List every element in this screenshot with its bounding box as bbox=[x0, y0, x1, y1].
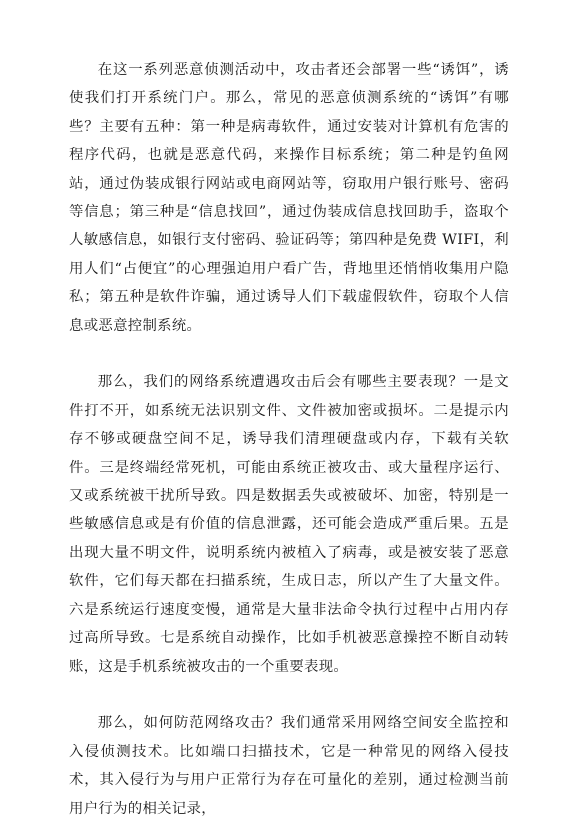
paragraph-attack-symptoms: 那么，我们的网络系统遭遇攻击后会有哪些主要表现？一是文件打不开，如系统无法识别文件、文件被加密或损坏。二是提示内存不够或硬盘空间不足，诱导我们清理硬盘或内存，下载有关软件。三是终端经常死机，可能由系统正被攻击、或大量程序运行、又或系统被干扰所导致。四是数据丢失或被破坏、加密，特别是一些敏感信息或是有价值的信息泄露，还可能会造成严重后果。五是出现大量不明文件，说明系统内被植入了病毒，或是被安装了恶意软件，它们每天都在扫描系统，生成日志，所以产生了大量文件。六是系统运行速度变慢，通常是大量非法命令执行过程中占用内存过高所导致。七是系统自动操作，比如手机被恶意操控不断自动转账，这是手机系统被攻击的一个重要表现。 bbox=[69, 374, 509, 675]
paragraph-attack-prevention: 那么，如何防范网络攻击？我们通常采用网络空间安全监控和入侵侦测技术。比如端口扫描技术，它是一种常见的网络入侵技术，其入侵行为与用户正常行为存在可量化的差别，通过检测当前用户行为的相关记录， bbox=[69, 715, 509, 817]
paragraph-decoy-types: 在这一系列恶意侦测活动中，攻击者还会部署一些“诱饵”，诱使我们打开系统门户。那么，常见的恶意侦测系统的“诱饵”有哪些？主要有五种：第一种是病毒软件，通过安装对计算机有危害的程序代码，也就是恶意代码，来操作目标系统；第二种是钓鱼网站，通过伪装成银行网站或电商网站等，窃取用户银行账号、密码等信息；第三种是“信息找回”，通过伪装成信息找回助手，盗取个人敏感信息，如银行支付密码、验证码等；第四种是免费 WIFI，利用人们“占便宜”的心理强迫用户看广告，背地里还悄悄收集用户隐私；第五种是软件诈骗，通过诱导人们下载虚假软件，窃取个人信息或恶意控制系统。 bbox=[69, 62, 509, 334]
